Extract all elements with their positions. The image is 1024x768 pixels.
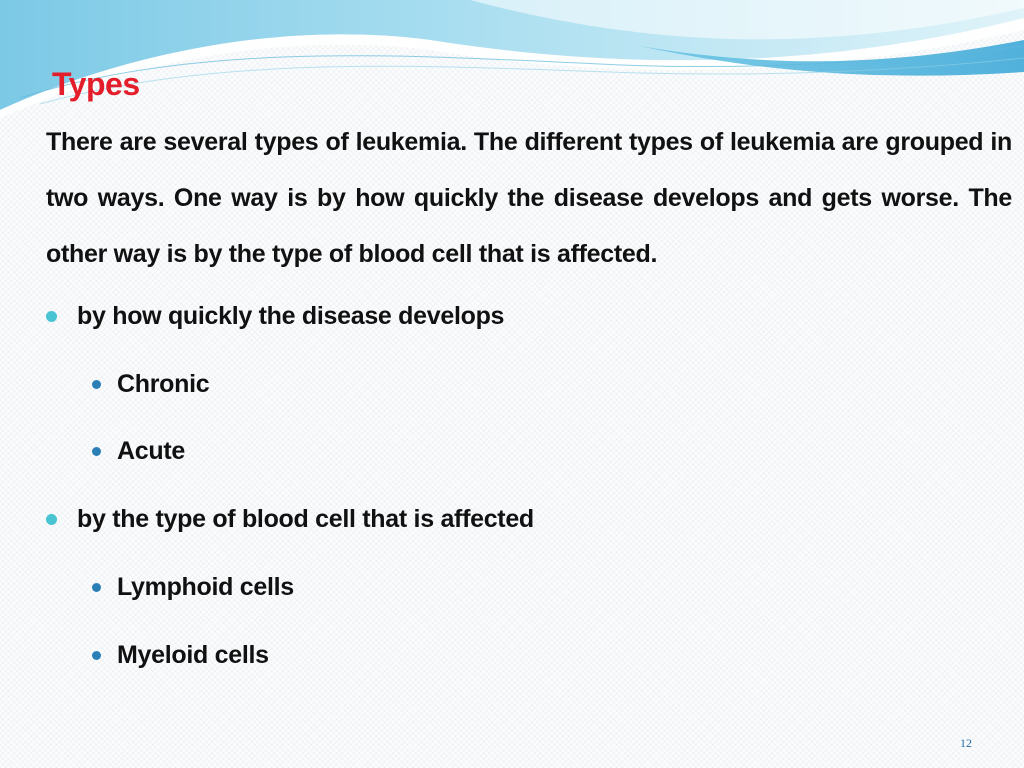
sub-item-lymphoid [92,573,294,602]
sub-bullet-icon [92,651,101,660]
slide-title: Types [52,66,140,102]
sub-item-label: Myeloid cells [117,641,269,669]
sub-bullet-icon [92,380,101,389]
bullet-icon [46,311,57,322]
sub-item-chronic [92,370,209,399]
sub-bullet-icon [92,583,101,592]
sub-item-label: Chronic [117,370,210,398]
sub-item-myeloid [92,641,269,670]
page-number: 12 [960,736,972,750]
bullet-group-cell-type [46,505,534,534]
bullet-group-speed [46,302,504,331]
sub-item-label: Acute [117,437,185,465]
bullet-label: by how quickly the disease develops [77,302,505,330]
sub-item-acute [92,437,185,466]
sub-bullet-icon [92,447,101,456]
sub-item-label: Lymphoid cells [117,573,294,601]
intro-paragraph: There are several types of leukemia. The different types of leukemia are grouped in two ways. One way is by how quickly the disease develops and gets worse. The other way is by the type of blood cell that is affected. [46,128,1012,268]
bullet-icon [46,514,57,525]
bullet-label: by the type of blood cell that is affected [77,505,534,533]
header-wave-decoration [0,0,1024,120]
